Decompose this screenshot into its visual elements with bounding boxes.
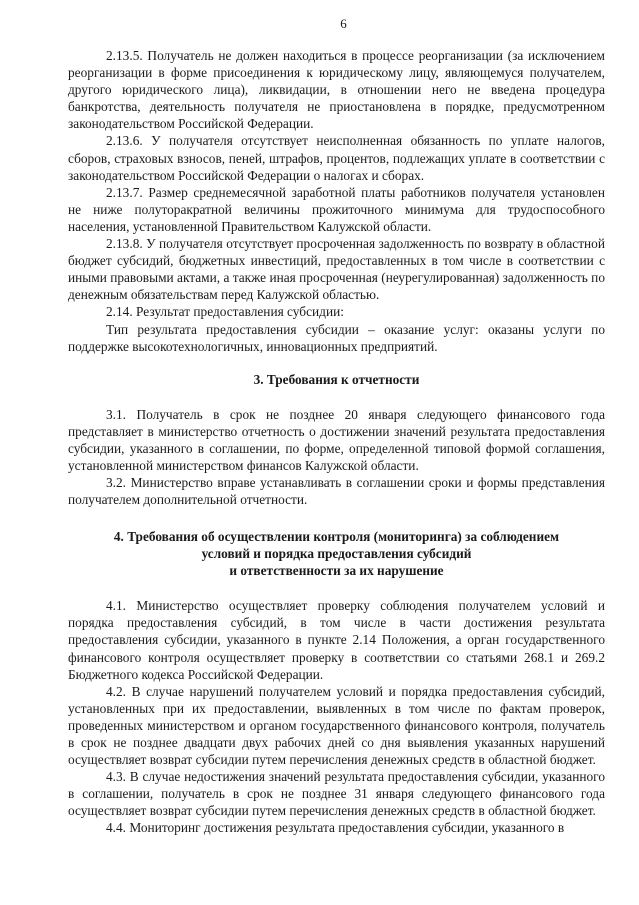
paragraph-3-1: 3.1. Получатель в срок не позднее 20 января следующего финансового года представляет в министерство отчетность о достижении значений результата предоставления субсидии, указанного в соглашении, по форме, определенной типовой формой соглашения, установленной министерством финансов Калужской области. bbox=[68, 406, 605, 473]
section-3-heading: 3. Требования к отчетности bbox=[253, 371, 420, 387]
section-4-heading-line-2: условий и порядка предоставления субсидий bbox=[201, 546, 472, 562]
section-4-heading-line-3: и ответственности за их нарушение bbox=[229, 563, 444, 579]
paragraph-4-3: 4.3. В случае недостижения значений результата предоставления субсидии, указанного в соглашении, получатель в срок не позднее 31 января следующего финансового года осуществляет возврат субсидии путем перечисления денежных средств в областной бюджет. bbox=[68, 769, 605, 819]
paragraph-3-2: 3.2. Министерство вправе устанавливать в соглашении сроки и формы представления получателем дополнительной отчетности. bbox=[68, 475, 605, 508]
paragraph-4-1: 4.1. Министерство осуществляет проверку соблюдения получателем условий и порядка предоставления субсидий, в том числе в части достижения результата предоставления субсидии, указанного в пункте 2.14 Положения, а орган государственного финансового контроля осуществляет проверку в соответствии со статьями 268.1 и 269.2 Бюджетного кодекса Российской Федерации. bbox=[68, 598, 605, 682]
paragraph-2-13-6: 2.13.6. У получателя отсутствует неисполненная обязанность по уплате налогов, сборов, страховых взносов, пеней, штрафов, процентов, подлежащих уплате в соответствии с законодательством Российской Федерации о налогах и сборах. bbox=[68, 133, 605, 183]
paragraph-result-type: Тип результата предоставления субсидии – оказание услуг: оказаны услуги по поддержке высокотехнологичных, инновационных предприятий. bbox=[68, 321, 605, 354]
paragraph-2-13-5: 2.13.5. Получатель не должен находиться в процессе реорганизации (за исключением реорганизации в форме присоединения к юридическому лицу, являющемуся получателем, другого юридического лица), ликвидации, в отношении него не введена процедура банкротства, деятельность получателя не приостановлена в порядке, предусмотренном законодательством Российской Федерации. bbox=[68, 48, 605, 132]
paragraph-2-13-8: 2.13.8. У получателя отсутствует просроченная задолженность по возврату в областной бюджет субсидий, бюджетных инвестиций, предоставленных в том числе в соответствии с иными правовыми актами, а также иная просроченная (неурегулированная) задолженность по денежным обязательствам перед Калужской областью. bbox=[68, 236, 605, 303]
paragraph-4-2: 4.2. В случае нарушений получателем условий и порядка предоставления субсидий, установленных при их предоставлении, выявленных в том числе по фактам проверок, проведенных министерством и органом государственного финансового контроля, получатель в срок не позднее двадцати двух рабочих дней со дня выявления указанных нарушений осуществляет возврат субсидии путем перечисления денежных средств в областной бюджет. bbox=[68, 683, 605, 768]
section-4-heading-line-1: 4. Требования об осуществлении контроля (мониторинга) за соблюдением bbox=[113, 529, 560, 545]
paragraph-2-14: 2.14. Результат предоставления субсидии: bbox=[106, 304, 344, 320]
page-number: 6 bbox=[340, 16, 347, 31]
section-4-heading bbox=[68, 528, 605, 579]
paragraph-2-13-7: 2.13.7. Размер среднемесячной заработной платы работников получателя установлен не ниже полуторакратной величины прожиточного минимума для трудоспособного населения, установленной Правительством Калужской области. bbox=[68, 184, 605, 234]
paragraph-4-4: 4.4. Мониторинг достижения результата предоставления субсидии, указанного в bbox=[106, 820, 565, 836]
